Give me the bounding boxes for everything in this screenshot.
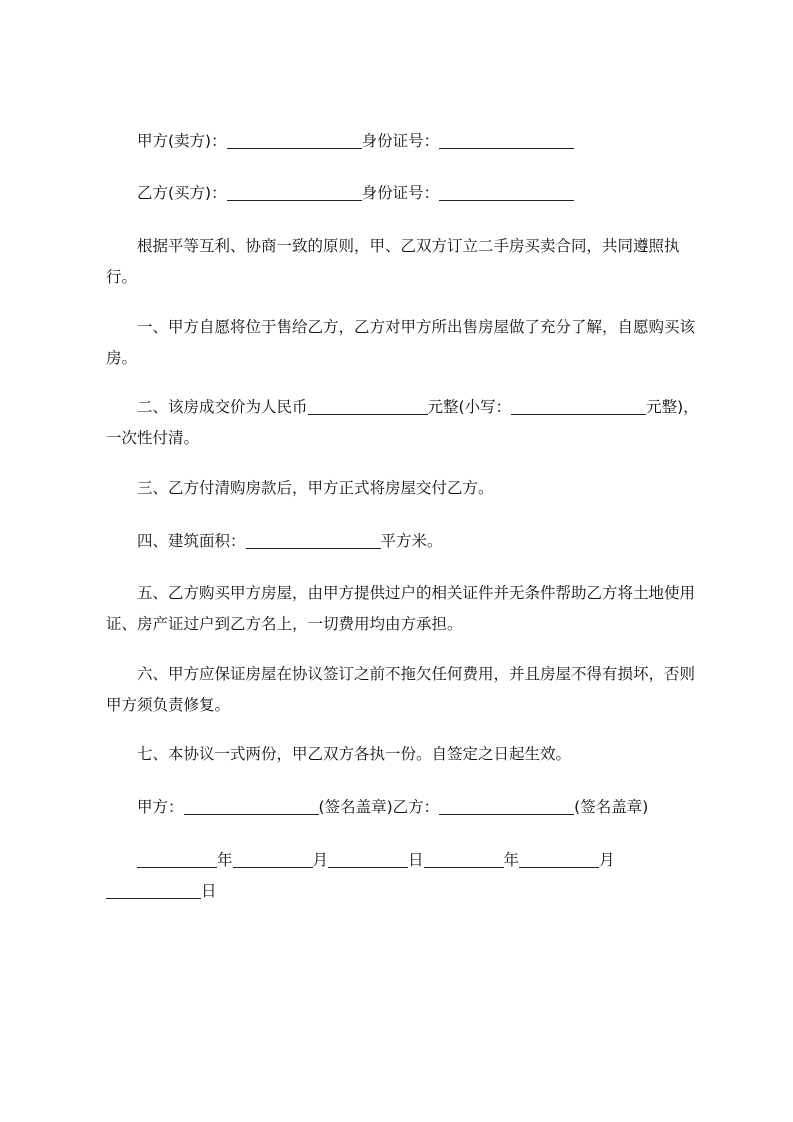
clause-4 bbox=[106, 526, 706, 557]
party-a-sign-label: 甲方： bbox=[137, 798, 184, 816]
day-blank-1 bbox=[328, 850, 408, 868]
signature-line bbox=[106, 792, 706, 823]
date-line bbox=[106, 845, 706, 907]
year-blank-1 bbox=[137, 850, 217, 868]
clause-3: 三、乙方付清购房款后，甲方正式将房屋交付乙方。 bbox=[137, 479, 494, 497]
clause-4-prefix: 四、建筑面积： bbox=[137, 532, 246, 550]
clause-6: 六、甲方应保证房屋在协议签订之前不拖欠任何费用，并且房屋不得有损坏，否则甲方须负责修复。 bbox=[106, 665, 696, 714]
year-blank-2 bbox=[424, 850, 504, 868]
clause-1: 一、甲方自愿将位于售给乙方，乙方对甲方所出售房屋做了充分了解，自愿购买该房。 bbox=[106, 318, 696, 367]
year-label-1: 年 bbox=[217, 851, 233, 869]
day-label-2: 日 bbox=[201, 882, 217, 900]
day-label-1: 日 bbox=[408, 851, 424, 869]
party-b-sign-label: 乙方： bbox=[392, 798, 440, 816]
area-blank bbox=[246, 531, 381, 549]
price-blank bbox=[308, 397, 428, 415]
party-b-seal: (签名盖章) bbox=[574, 798, 649, 816]
party-a-name-blank bbox=[227, 131, 362, 149]
party-b-id-blank bbox=[439, 183, 574, 201]
clause-7: 七、本协议一式两份，甲乙双方各执一份。自签定之日起生效。 bbox=[137, 745, 572, 763]
month-blank-1 bbox=[233, 850, 313, 868]
month-label-2: 月 bbox=[599, 851, 615, 869]
clause-2-prefix: 二、该房成交价为人民币 bbox=[137, 398, 308, 416]
clause-4-suffix: 平方米。 bbox=[380, 532, 443, 550]
intro-paragraph: 根据平等互利、协商一致的原则，甲、乙双方订立二手房买卖合同，共同遵照执行。 bbox=[106, 237, 680, 286]
party-b-name-blank bbox=[227, 183, 362, 201]
party-a-id-blank bbox=[439, 131, 574, 149]
party-b-sign-blank bbox=[439, 797, 574, 815]
party-a-id-label: 身份证号： bbox=[361, 132, 440, 150]
clause-2 bbox=[106, 392, 706, 454]
party-b-line bbox=[106, 178, 706, 209]
month-blank-2 bbox=[519, 850, 599, 868]
year-label-2: 年 bbox=[503, 851, 520, 869]
party-a-line bbox=[106, 126, 706, 157]
month-label-1: 月 bbox=[312, 851, 329, 869]
clause-2-middle: 元整(小写： bbox=[427, 398, 512, 416]
party-b-label: 乙方(买方)： bbox=[137, 184, 227, 202]
party-a-sign-blank bbox=[184, 797, 319, 815]
party-a-seal: (签名盖章) bbox=[318, 798, 393, 816]
party-b-id-label: 身份证号： bbox=[361, 184, 440, 202]
clause-5: 五、乙方购买甲方房屋，由甲方提供过户的相关证件并无条件帮助乙方将土地使用证、房产证过户到乙方名上，一切费用均由方承担。 bbox=[106, 584, 696, 633]
clause-2-suffix: 元整)，一次性付清。 bbox=[106, 398, 699, 447]
day-blank-2 bbox=[106, 881, 201, 899]
party-a-label: 甲方(卖方)： bbox=[137, 132, 227, 150]
price-figures-blank bbox=[511, 397, 646, 415]
